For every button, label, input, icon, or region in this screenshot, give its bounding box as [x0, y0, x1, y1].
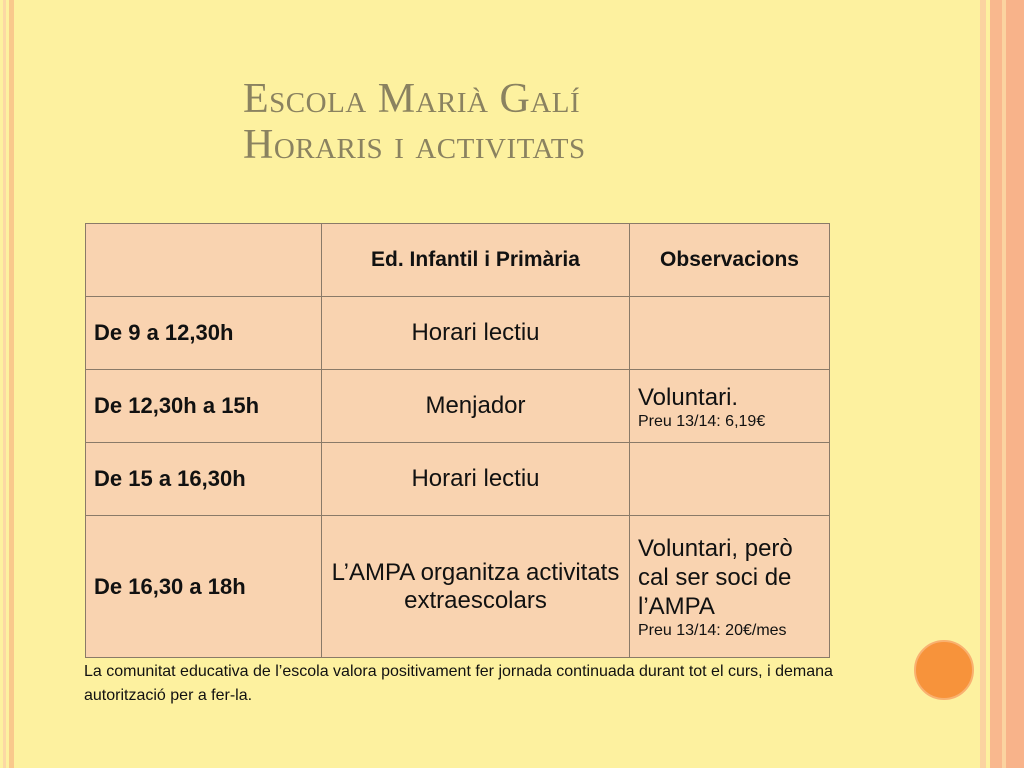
observation-main: Voluntari, però cal ser soci de l’AMPA — [638, 535, 793, 620]
observation-cell — [630, 516, 830, 658]
footer-note: La comunitat educativa de l’escola valora positivament fer jornada continuada durant tot el curs, i demana autorització per a fer-la. — [84, 663, 833, 704]
decorative-circle — [914, 640, 974, 700]
header-cell-level: Ed. Infantil i Primària — [322, 224, 630, 297]
table-row — [86, 297, 830, 370]
title-line-2: Horaris i activitats — [243, 122, 586, 168]
activity-cell: Horari lectiu — [322, 443, 630, 516]
header-cell-observations: Observacions — [630, 224, 830, 297]
observation-cell — [630, 443, 830, 516]
title-line-1: Escola Marià Galí — [243, 76, 581, 122]
time-cell: De 9 a 12,30h — [86, 297, 322, 370]
time-cell: De 15 a 16,30h — [86, 443, 322, 516]
time-cell: De 16,30 a 18h — [86, 516, 322, 658]
schedule-table — [85, 223, 830, 658]
right-decorative-stripes — [980, 0, 1024, 768]
observation-cell — [630, 297, 830, 370]
table-row — [86, 516, 830, 658]
observation-price: Preu 13/14: 20€/mes — [638, 622, 787, 639]
observation-price: Preu 13/14: 6,19€ — [638, 412, 766, 430]
left-decorative-stripe — [0, 0, 14, 768]
slide-title — [243, 76, 843, 168]
activity-cell: L’AMPA organitza activitats extraescolars — [322, 516, 630, 658]
table-header-row — [86, 224, 830, 297]
header-cell-empty — [86, 224, 322, 297]
activity-cell: Horari lectiu — [322, 297, 630, 370]
activity-cell: Menjador — [322, 370, 630, 443]
table-row — [86, 370, 830, 443]
observation-main: Voluntari. — [638, 383, 739, 411]
time-cell: De 12,30h a 15h — [86, 370, 322, 443]
observation-cell — [630, 370, 830, 443]
table-row — [86, 443, 830, 516]
